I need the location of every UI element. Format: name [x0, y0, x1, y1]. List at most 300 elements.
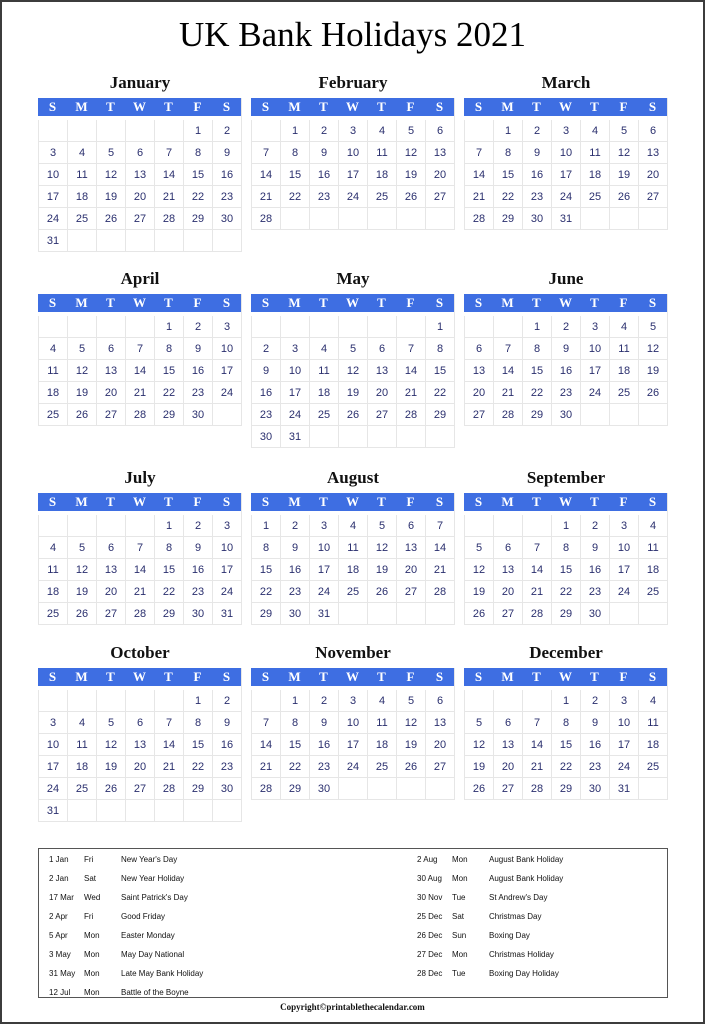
month-name: May	[336, 269, 370, 288]
day-cell: 9	[212, 712, 241, 734]
day-cell: 5	[338, 338, 367, 360]
day-cell: 20	[493, 581, 522, 603]
day-cell: 3	[280, 338, 309, 360]
holiday-name: Good Friday	[121, 912, 166, 921]
weekday-header: T	[96, 493, 125, 511]
day-cell: 30	[280, 603, 309, 625]
day-cell: 27	[493, 778, 522, 800]
weekday-header: W	[125, 668, 154, 686]
weekday-header: S	[38, 294, 67, 312]
empty-cell	[183, 230, 212, 252]
day-cell: 10	[38, 164, 67, 186]
day-cell: 9	[551, 338, 580, 360]
weekday-header: T	[580, 294, 609, 312]
day-cell: 9	[309, 142, 338, 164]
day-cell: 6	[638, 120, 667, 142]
empty-cell	[67, 690, 96, 712]
day-cell: 19	[67, 581, 96, 603]
empty-cell	[251, 690, 280, 712]
weekday-header: F	[396, 294, 425, 312]
day-cell: 10	[338, 142, 367, 164]
holiday-weekday: Mon	[84, 931, 100, 940]
day-cell: 26	[67, 603, 96, 625]
day-cell: 6	[367, 338, 396, 360]
month-grid	[38, 294, 242, 426]
empty-cell	[464, 690, 493, 712]
day-cell: 12	[67, 360, 96, 382]
day-cell: 26	[609, 186, 638, 208]
empty-cell	[367, 778, 396, 800]
empty-cell	[212, 800, 241, 822]
holiday-weekday: Tue	[452, 893, 466, 902]
day-cell: 31	[212, 603, 241, 625]
month-grid	[464, 493, 668, 625]
month-name: October	[110, 643, 170, 662]
day-cell: 8	[280, 142, 309, 164]
weekday-header: F	[609, 294, 638, 312]
day-cell: 21	[425, 559, 454, 581]
empty-cell	[425, 603, 454, 625]
day-cell: 7	[154, 142, 183, 164]
day-cell: 27	[638, 186, 667, 208]
day-cell: 26	[67, 404, 96, 426]
day-cell: 2	[309, 120, 338, 142]
day-cell: 12	[96, 164, 125, 186]
weekday-header: M	[493, 668, 522, 686]
month-name: August	[327, 468, 379, 487]
month-november	[251, 638, 455, 800]
day-cell: 21	[251, 756, 280, 778]
day-cell: 10	[609, 712, 638, 734]
day-cell: 13	[425, 712, 454, 734]
day-cell: 24	[609, 581, 638, 603]
day-cell: 14	[396, 360, 425, 382]
day-cell: 10	[212, 338, 241, 360]
day-cell: 4	[609, 316, 638, 338]
day-cell: 20	[425, 734, 454, 756]
empty-cell	[493, 316, 522, 338]
holiday-date: 1 Jan	[49, 855, 69, 864]
day-cell: 3	[609, 515, 638, 537]
day-cell: 25	[38, 404, 67, 426]
month-name: November	[315, 643, 391, 662]
empty-cell	[338, 316, 367, 338]
weekday-header: T	[580, 493, 609, 511]
day-cell: 6	[464, 338, 493, 360]
day-cell: 27	[367, 404, 396, 426]
day-cell: 29	[551, 603, 580, 625]
month-grid	[464, 668, 668, 800]
day-cell: 26	[396, 756, 425, 778]
day-cell: 24	[338, 186, 367, 208]
empty-cell	[396, 778, 425, 800]
day-cell: 22	[154, 581, 183, 603]
day-cell: 8	[280, 712, 309, 734]
day-cell: 4	[67, 142, 96, 164]
weekday-header: S	[251, 294, 280, 312]
month-july	[38, 463, 242, 625]
day-cell: 23	[251, 404, 280, 426]
day-cell: 20	[125, 756, 154, 778]
empty-cell	[493, 690, 522, 712]
day-cell: 29	[551, 778, 580, 800]
day-cell: 24	[38, 208, 67, 230]
day-cell: 9	[280, 537, 309, 559]
day-cell: 19	[464, 581, 493, 603]
day-cell: 7	[251, 712, 280, 734]
day-cell: 16	[183, 559, 212, 581]
day-cell: 27	[425, 756, 454, 778]
weekday-header: S	[251, 668, 280, 686]
holiday-name: Boxing Day Holiday	[489, 969, 559, 978]
weekday-header: F	[183, 98, 212, 116]
day-cell: 14	[125, 360, 154, 382]
day-cell: 21	[522, 756, 551, 778]
day-cell: 28	[125, 603, 154, 625]
day-cell: 28	[154, 208, 183, 230]
month-october	[38, 638, 242, 822]
day-cell: 20	[638, 164, 667, 186]
day-cell: 6	[96, 537, 125, 559]
day-cell: 25	[367, 756, 396, 778]
day-cell: 27	[464, 404, 493, 426]
day-cell: 29	[493, 208, 522, 230]
day-cell: 22	[183, 186, 212, 208]
weekday-header: M	[493, 98, 522, 116]
day-cell: 18	[638, 734, 667, 756]
day-cell: 17	[551, 164, 580, 186]
empty-cell	[96, 120, 125, 142]
empty-cell	[212, 230, 241, 252]
day-cell: 4	[338, 515, 367, 537]
day-cell: 24	[309, 581, 338, 603]
weekday-header: S	[638, 668, 667, 686]
empty-cell	[425, 208, 454, 230]
empty-cell	[251, 316, 280, 338]
empty-cell	[96, 515, 125, 537]
empty-cell	[338, 426, 367, 448]
day-cell: 22	[551, 581, 580, 603]
weekday-header: T	[367, 294, 396, 312]
empty-cell	[522, 515, 551, 537]
month-december	[464, 638, 668, 800]
day-cell: 20	[367, 382, 396, 404]
empty-cell	[154, 800, 183, 822]
empty-cell	[280, 208, 309, 230]
day-cell: 3	[609, 690, 638, 712]
month-september	[464, 463, 668, 625]
weekday-header: F	[396, 668, 425, 686]
day-cell: 23	[309, 756, 338, 778]
day-cell: 20	[493, 756, 522, 778]
day-cell: 13	[464, 360, 493, 382]
weekday-header: T	[309, 98, 338, 116]
day-cell: 22	[493, 186, 522, 208]
day-cell: 18	[67, 756, 96, 778]
day-cell: 16	[309, 164, 338, 186]
day-cell: 14	[522, 559, 551, 581]
day-cell: 18	[38, 382, 67, 404]
day-cell: 3	[212, 316, 241, 338]
day-cell: 3	[338, 690, 367, 712]
weekday-header: S	[251, 493, 280, 511]
day-cell: 25	[67, 778, 96, 800]
day-cell: 10	[309, 537, 338, 559]
month-january	[38, 68, 242, 252]
day-cell: 27	[125, 208, 154, 230]
day-cell: 16	[580, 559, 609, 581]
day-cell: 16	[251, 382, 280, 404]
day-cell: 10	[580, 338, 609, 360]
day-cell: 11	[67, 734, 96, 756]
day-cell: 16	[212, 734, 241, 756]
day-cell: 22	[183, 756, 212, 778]
day-cell: 5	[67, 537, 96, 559]
day-cell: 23	[309, 186, 338, 208]
day-cell: 12	[367, 537, 396, 559]
day-cell: 23	[212, 186, 241, 208]
month-june	[464, 264, 668, 426]
day-cell: 18	[38, 581, 67, 603]
day-cell: 2	[309, 690, 338, 712]
weekday-header: T	[154, 98, 183, 116]
day-cell: 1	[280, 690, 309, 712]
day-cell: 26	[96, 208, 125, 230]
weekday-header: S	[38, 668, 67, 686]
day-cell: 8	[154, 338, 183, 360]
day-cell: 5	[396, 120, 425, 142]
day-cell: 26	[638, 382, 667, 404]
day-cell: 16	[580, 734, 609, 756]
day-cell: 10	[212, 537, 241, 559]
holiday-date: 27 Dec	[417, 950, 443, 959]
day-cell: 11	[309, 360, 338, 382]
day-cell: 11	[38, 360, 67, 382]
day-cell: 10	[551, 142, 580, 164]
day-cell: 30	[251, 426, 280, 448]
day-cell: 11	[367, 142, 396, 164]
holiday-weekday: Sun	[452, 931, 467, 940]
day-cell: 30	[212, 778, 241, 800]
day-cell: 8	[183, 712, 212, 734]
day-cell: 4	[38, 537, 67, 559]
day-cell: 2	[251, 338, 280, 360]
weekday-header: F	[609, 668, 638, 686]
weekday-header: W	[551, 294, 580, 312]
weekday-header: T	[96, 98, 125, 116]
empty-cell	[154, 120, 183, 142]
day-cell: 18	[580, 164, 609, 186]
day-cell: 17	[338, 164, 367, 186]
weekday-header: W	[125, 294, 154, 312]
day-cell: 11	[38, 559, 67, 581]
day-cell: 30	[309, 778, 338, 800]
weekday-header: T	[522, 668, 551, 686]
empty-cell	[522, 690, 551, 712]
day-cell: 17	[212, 559, 241, 581]
day-cell: 26	[338, 404, 367, 426]
day-cell: 20	[396, 559, 425, 581]
empty-cell	[212, 404, 241, 426]
day-cell: 3	[38, 712, 67, 734]
holiday-weekday: Mon	[84, 950, 100, 959]
day-cell: 11	[67, 164, 96, 186]
weekday-header: T	[96, 668, 125, 686]
day-cell: 7	[125, 537, 154, 559]
day-cell: 17	[212, 360, 241, 382]
weekday-header: S	[464, 294, 493, 312]
empty-cell	[338, 778, 367, 800]
day-cell: 28	[522, 603, 551, 625]
holiday-weekday: Wed	[84, 893, 101, 902]
day-cell: 17	[609, 559, 638, 581]
weekday-header: T	[367, 668, 396, 686]
day-cell: 20	[96, 382, 125, 404]
empty-cell	[609, 603, 638, 625]
month-grid	[38, 493, 242, 625]
day-cell: 12	[464, 734, 493, 756]
day-cell: 17	[38, 186, 67, 208]
day-cell: 25	[580, 186, 609, 208]
day-cell: 26	[464, 603, 493, 625]
holiday-name: Late May Bank Holiday	[121, 969, 204, 978]
day-cell: 27	[425, 186, 454, 208]
weekday-header: W	[338, 493, 367, 511]
empty-cell	[125, 230, 154, 252]
weekday-header: F	[183, 294, 212, 312]
day-cell: 9	[183, 338, 212, 360]
weekday-header: S	[464, 493, 493, 511]
day-cell: 22	[280, 186, 309, 208]
day-cell: 25	[67, 208, 96, 230]
day-cell: 19	[67, 382, 96, 404]
holiday-name: August Bank Holiday	[489, 874, 564, 883]
day-cell: 9	[522, 142, 551, 164]
day-cell: 17	[280, 382, 309, 404]
holiday-weekday: Mon	[84, 988, 100, 997]
day-cell: 13	[396, 537, 425, 559]
weekday-header: T	[367, 98, 396, 116]
weekday-header: W	[125, 98, 154, 116]
empty-cell	[609, 208, 638, 230]
day-cell: 18	[309, 382, 338, 404]
day-cell: 6	[493, 537, 522, 559]
weekday-header: T	[522, 493, 551, 511]
day-cell: 28	[396, 404, 425, 426]
holiday-weekday: Mon	[452, 950, 468, 959]
day-cell: 1	[493, 120, 522, 142]
day-cell: 22	[425, 382, 454, 404]
day-cell: 10	[338, 712, 367, 734]
day-cell: 14	[251, 734, 280, 756]
day-cell: 18	[338, 559, 367, 581]
day-cell: 23	[280, 581, 309, 603]
weekday-header: S	[425, 294, 454, 312]
day-cell: 25	[309, 404, 338, 426]
holiday-name: Battle of the Boyne	[121, 988, 189, 997]
weekday-header: F	[183, 668, 212, 686]
day-cell: 14	[154, 734, 183, 756]
weekday-header: T	[154, 493, 183, 511]
copyright-text: Copyright©printablethecalendar.com	[280, 1002, 425, 1012]
weekday-header: M	[280, 98, 309, 116]
weekday-header: T	[154, 294, 183, 312]
holiday-date: 28 Dec	[417, 969, 443, 978]
day-cell: 28	[464, 208, 493, 230]
empty-cell	[396, 316, 425, 338]
day-cell: 21	[396, 382, 425, 404]
holiday-date: 3 May	[49, 950, 71, 959]
day-cell: 18	[67, 186, 96, 208]
day-cell: 1	[425, 316, 454, 338]
day-cell: 6	[425, 120, 454, 142]
empty-cell	[367, 603, 396, 625]
day-cell: 16	[280, 559, 309, 581]
day-cell: 15	[493, 164, 522, 186]
day-cell: 11	[638, 712, 667, 734]
holiday-date: 30 Nov	[417, 893, 443, 902]
weekday-header: S	[212, 98, 241, 116]
holiday-name: Christmas Day	[489, 912, 542, 921]
day-cell: 24	[609, 756, 638, 778]
holiday-date: 26 Dec	[417, 931, 443, 940]
day-cell: 6	[425, 690, 454, 712]
day-cell: 3	[38, 142, 67, 164]
empty-cell	[96, 316, 125, 338]
day-cell: 5	[396, 690, 425, 712]
holiday-name: Boxing Day	[489, 931, 530, 940]
day-cell: 20	[425, 164, 454, 186]
weekday-header: T	[522, 294, 551, 312]
weekday-header: W	[338, 668, 367, 686]
month-name: March	[541, 73, 591, 92]
day-cell: 12	[396, 712, 425, 734]
day-cell: 2	[212, 690, 241, 712]
day-cell: 6	[125, 142, 154, 164]
weekday-header: S	[212, 493, 241, 511]
day-cell: 20	[96, 581, 125, 603]
day-cell: 13	[125, 734, 154, 756]
day-cell: 2	[183, 515, 212, 537]
empty-cell	[638, 208, 667, 230]
day-cell: 22	[280, 756, 309, 778]
month-name: September	[526, 468, 606, 487]
day-cell: 2	[580, 690, 609, 712]
day-cell: 8	[551, 712, 580, 734]
day-cell: 11	[609, 338, 638, 360]
day-cell: 15	[154, 559, 183, 581]
day-cell: 5	[609, 120, 638, 142]
day-cell: 15	[183, 164, 212, 186]
empty-cell	[67, 800, 96, 822]
weekday-header: S	[38, 98, 67, 116]
weekday-header: W	[125, 493, 154, 511]
day-cell: 15	[280, 734, 309, 756]
day-cell: 21	[125, 382, 154, 404]
empty-cell	[464, 316, 493, 338]
day-cell: 8	[522, 338, 551, 360]
day-cell: 8	[183, 142, 212, 164]
day-cell: 30	[551, 404, 580, 426]
weekday-header: S	[212, 668, 241, 686]
holiday-weekday: Fri	[84, 855, 94, 864]
day-cell: 2	[580, 515, 609, 537]
day-cell: 24	[38, 778, 67, 800]
day-cell: 26	[96, 778, 125, 800]
day-cell: 30	[183, 404, 212, 426]
day-cell: 23	[212, 756, 241, 778]
weekday-header: F	[609, 493, 638, 511]
